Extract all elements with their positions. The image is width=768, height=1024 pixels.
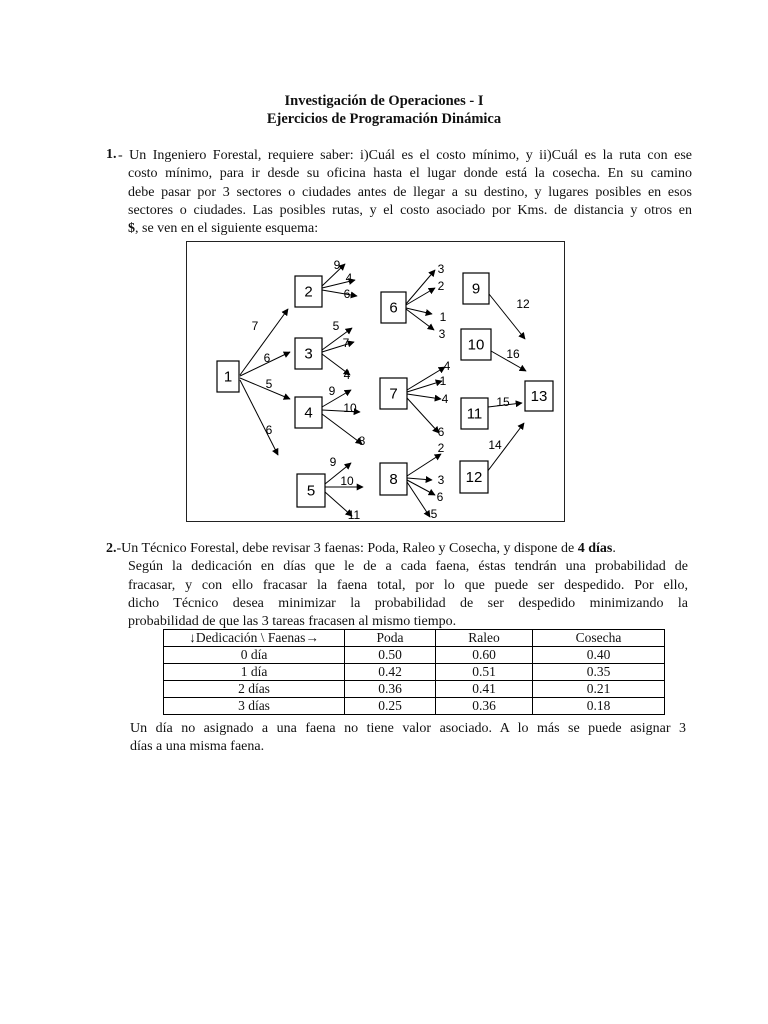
node-label: 12 <box>465 469 483 486</box>
question-2-line: probabilidad de que las 3 tareas fracasen al mismo tiempo. <box>128 614 457 630</box>
table-cell: 0.21 <box>533 681 665 698</box>
question-2-line: Según la dedicación en días que le de a cada faena, éstas tendrán una probabilidad de <box>128 559 688 575</box>
node-label: 5 <box>306 482 316 500</box>
node-label: 9 <box>471 280 481 298</box>
table-row <box>164 681 665 698</box>
question-1-line: sectores o ciudades. Las posibles rutas, y el costo asociado por Kms. de distancia y otros en <box>128 202 692 218</box>
question-2-note-line: días a una misma faena. <box>130 739 265 755</box>
edge-cost-label: 6 <box>437 425 445 439</box>
table-cell: 2 días <box>164 681 345 698</box>
question-2-note-line: Un día no asignado a una faena no tiene valor asociado. A lo más se puede asignar 3 <box>130 721 686 736</box>
edge-cost-label: 15 <box>496 395 510 409</box>
table-cell: 0.35 <box>533 664 665 681</box>
edge-cost-label: 12 <box>516 297 530 311</box>
table-cell: 0.40 <box>533 647 665 664</box>
table-header-cosecha: Cosecha <box>533 630 665 647</box>
question-2-line: fracasar, y con ello fracasar la faena total, por lo que puede ser despedido. Por ello, <box>128 577 688 593</box>
question-1-line: costo mínimo, para ir desde su oficina hasta el lugar donde está la cosecha. En su camino <box>128 166 692 182</box>
diagram-arrow <box>407 454 441 476</box>
edge-cost-label: 2 <box>437 441 445 455</box>
diagram-arrow <box>407 478 432 480</box>
node-label: 4 <box>304 404 313 422</box>
table-header-poda: Poda <box>345 630 436 647</box>
edge-cost-label: 4 <box>441 392 449 406</box>
edge-cost-label: 7 <box>342 336 350 350</box>
question-2-number: 2. <box>106 541 117 556</box>
edge-cost-label: 9 <box>328 384 336 398</box>
table-row <box>164 647 665 664</box>
question-1-paragraph <box>118 147 692 165</box>
edge-cost-label: 9 <box>333 258 341 272</box>
table-cell: 0.60 <box>436 647 533 664</box>
question-1-number: 1. <box>106 147 117 162</box>
diagram-arrow <box>407 398 439 433</box>
diagram-arrow <box>406 309 434 330</box>
edge-cost-label: 4 <box>443 359 451 373</box>
question-2-line <box>106 540 688 558</box>
node-label: 11 <box>466 405 483 423</box>
question-1-line-tail: , se ven en el siguiente esquema: <box>135 221 319 237</box>
diagram-arrow <box>407 394 441 399</box>
edge-cost-label: 6 <box>263 351 271 365</box>
network-diagram <box>186 241 565 522</box>
edge-cost-label: 11 <box>347 508 361 522</box>
question-1-paragraph-body <box>128 165 692 238</box>
question-1-line: - Un Ingeniero Forestal, requiere saber: i)Cuál es el costo mínimo, y ii)Cuál es la ruta con ese <box>118 148 692 163</box>
edge-cost-label: 3 <box>437 473 445 487</box>
edge-cost-label: 14 <box>488 438 502 452</box>
table-cell: 0.25 <box>345 698 436 715</box>
edge-cost-label: 9 <box>329 455 337 469</box>
edge-cost-label: 16 <box>506 347 520 361</box>
diagram-arrow <box>322 290 357 296</box>
edge-cost-label: 5 <box>265 377 273 391</box>
table-cell: 0.42 <box>345 664 436 681</box>
question-2-note <box>130 720 686 757</box>
edge-cost-label: 1 <box>439 310 447 324</box>
edge-cost-label: 10 <box>343 401 357 415</box>
node-label: 2 <box>304 283 313 301</box>
question-1-line-last <box>128 220 692 238</box>
edge-cost-label: 4 <box>343 368 351 382</box>
node-label: 1 <box>223 368 233 386</box>
table-cell: 0.51 <box>436 664 533 681</box>
question-2-lead: -Un Técnico Forestal, debe revisar 3 faenas: Poda, Raleo y Cosecha, y dispone de <box>116 541 578 556</box>
edge-cost-label: 6 <box>436 490 444 504</box>
table-cell: 0 día <box>164 647 345 664</box>
diagram-arrow <box>240 309 288 375</box>
diagram-arrow <box>406 308 432 314</box>
diagram-arrow <box>406 270 435 304</box>
table-row <box>164 698 665 715</box>
table-header-row <box>164 630 665 647</box>
node-label: 10 <box>467 336 485 354</box>
edge-cost-label: 7 <box>251 319 259 333</box>
table-row <box>164 664 665 681</box>
edge-cost-label: 3 <box>437 262 445 276</box>
table-cell: 0.18 <box>533 698 665 715</box>
document-subtitle: Ejercicios de Programación Dinámica <box>266 111 502 127</box>
table-header-raleo: Raleo <box>436 630 533 647</box>
question-2-days: 4 días <box>577 541 613 556</box>
edge-cost-label: 1 <box>439 374 447 388</box>
edge-cost-label: 6 <box>343 287 351 301</box>
edge-cost-label: 5 <box>332 319 340 333</box>
edge-cost-label: 10 <box>340 474 354 488</box>
edge-cost-label: 8 <box>358 434 366 448</box>
question-2-tail: . <box>612 541 616 556</box>
document-title: Investigación de Operaciones - I <box>284 93 484 109</box>
network-diagram-svg <box>187 242 566 523</box>
edge-cost-label: 2 <box>437 279 445 293</box>
table-cell: 1 día <box>164 664 345 681</box>
node-label: 7 <box>389 385 398 403</box>
table-cell: 0.50 <box>345 647 436 664</box>
currency-symbol: $ <box>128 221 135 237</box>
node-label: 3 <box>304 345 313 363</box>
table-cell: 0.36 <box>436 698 533 715</box>
probability-table <box>163 629 665 715</box>
question-2-line: dicho Técnico desea minimizar la probabilidad de ser despedido minimizando la <box>128 595 688 611</box>
table-cell: 3 días <box>164 698 345 715</box>
diagram-arrow <box>322 414 362 444</box>
node-label: 13 <box>530 388 548 405</box>
question-1-line: debe pasar por 3 sectores o ciudades antes de llegar a su destino, y lugares posibles en esos <box>128 184 692 200</box>
node-label: 6 <box>389 299 398 317</box>
edge-cost-label: 3 <box>438 327 446 341</box>
diagram-arrow <box>407 482 430 517</box>
edge-cost-label: 5 <box>430 507 438 521</box>
node-label: 8 <box>389 471 398 488</box>
table-cell: 0.36 <box>345 681 436 698</box>
question-2-paragraph <box>128 558 688 631</box>
table-cell: 0.41 <box>436 681 533 698</box>
edge-cost-label: 4 <box>345 271 353 285</box>
table-header-dedication: ↓Dedicación \ Faenas→ <box>164 630 345 647</box>
diagram-arrow <box>406 288 435 305</box>
question-2-first-line <box>106 540 688 558</box>
edge-cost-label: 6 <box>265 423 273 437</box>
